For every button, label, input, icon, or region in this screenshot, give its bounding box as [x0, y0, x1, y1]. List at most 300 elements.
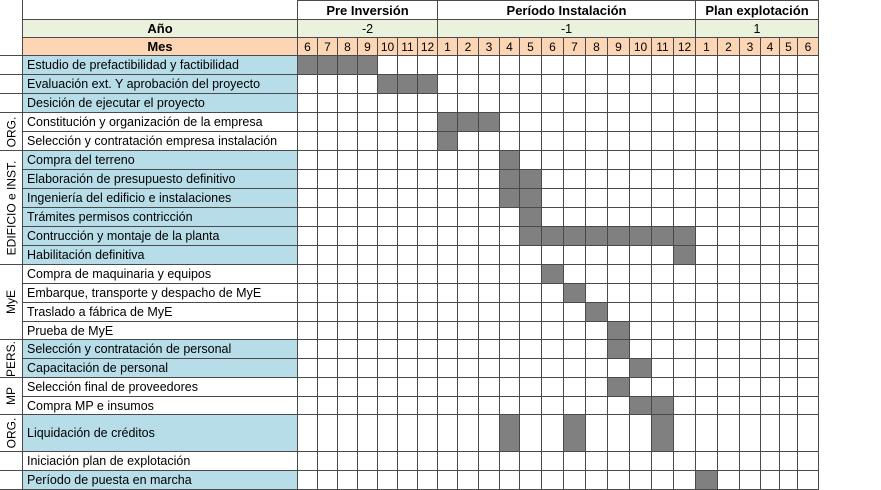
gantt-cell [358, 170, 378, 189]
gantt-bar-cell [652, 397, 674, 415]
gantt-cell [798, 378, 819, 397]
group-label [0, 340, 23, 378]
gantt-cell [438, 208, 458, 227]
gantt-cell [520, 75, 542, 94]
gantt-cell [358, 340, 378, 359]
gantt-cell [458, 265, 479, 284]
gantt-cell [652, 471, 674, 490]
gantt-cell [798, 170, 819, 189]
gantt-cell [586, 208, 608, 227]
gantt-cell [318, 246, 338, 265]
gantt-bar-cell [458, 113, 479, 132]
gantt-cell [780, 340, 798, 359]
group-label-text: ORG. [4, 116, 19, 147]
gantt-cell [630, 265, 652, 284]
gantt-cell [586, 246, 608, 265]
gantt-cell [630, 170, 652, 189]
gantt-cell [318, 303, 338, 322]
gantt-cell [761, 75, 780, 94]
gantt-cell [500, 132, 520, 151]
gantt-cell [586, 56, 608, 75]
gantt-cell [740, 170, 761, 189]
gantt-cell [358, 322, 378, 340]
task-label: Período de puesta en marcha [23, 471, 298, 490]
gantt-bar-cell [338, 56, 358, 75]
gantt-cell [298, 397, 318, 415]
gantt-cell [378, 378, 398, 397]
gantt-cell [542, 56, 564, 75]
gantt-cell [780, 132, 798, 151]
gantt-cell [798, 132, 819, 151]
gantt-cell [586, 113, 608, 132]
gantt-cell [418, 56, 438, 75]
gantt-cell [674, 471, 696, 490]
gantt-cell [318, 415, 338, 452]
gantt-cell [780, 265, 798, 284]
gantt-cell [780, 471, 798, 490]
gantt-bar-cell [500, 189, 520, 208]
gantt-cell [418, 471, 438, 490]
gantt-cell [586, 452, 608, 471]
gantt-cell [338, 113, 358, 132]
gantt-cell [780, 378, 798, 397]
gantt-cell [542, 471, 564, 490]
gantt-cell [338, 151, 358, 170]
gantt-cell [479, 208, 500, 227]
gantt-cell [718, 75, 740, 94]
gantt-cell [740, 359, 761, 378]
gantt-cell [718, 132, 740, 151]
gantt-cell [500, 359, 520, 378]
gantt-cell [318, 151, 338, 170]
gantt-cell [458, 340, 479, 359]
gantt-cell [298, 75, 318, 94]
gantt-cell [780, 94, 798, 113]
gantt-cell [608, 94, 630, 113]
gantt-cell [398, 246, 418, 265]
gantt-cell [542, 170, 564, 189]
gantt-bar-cell [298, 56, 318, 75]
gantt-cell [740, 151, 761, 170]
gantt-cell [398, 378, 418, 397]
task-label: Evaluación ext. Y aprobación del proyecto [23, 75, 298, 94]
gantt-cell [418, 132, 438, 151]
gantt-cell [652, 94, 674, 113]
task-label: Capacitación de personal [23, 359, 298, 378]
gantt-cell [608, 397, 630, 415]
gantt-cell [696, 56, 718, 75]
month-number: 12 [674, 38, 696, 56]
gantt-cell [378, 246, 398, 265]
gantt-cell [418, 303, 438, 322]
task-label: Ingeniería del edificio e instalaciones [23, 189, 298, 208]
gantt-cell [479, 322, 500, 340]
gantt-cell [652, 378, 674, 397]
gantt-cell [378, 452, 398, 471]
gantt-cell [564, 208, 586, 227]
gantt-cell [458, 151, 479, 170]
gantt-cell [318, 359, 338, 378]
gantt-cell [358, 378, 378, 397]
gantt-cell [318, 322, 338, 340]
gantt-cell [608, 75, 630, 94]
gantt-bar-cell [520, 208, 542, 227]
gantt-cell [338, 246, 358, 265]
gantt-cell [458, 246, 479, 265]
gantt-cell [438, 471, 458, 490]
gantt-cell [718, 471, 740, 490]
gantt-cell [398, 265, 418, 284]
gantt-cell [652, 284, 674, 303]
gantt-cell [564, 151, 586, 170]
group-label-text: MP [4, 387, 18, 405]
gantt-cell [438, 170, 458, 189]
gantt-cell [479, 303, 500, 322]
gantt-cell [630, 208, 652, 227]
gantt-cell [564, 75, 586, 94]
gantt-cell [740, 132, 761, 151]
gantt-cell [564, 56, 586, 75]
gantt-bar-cell [542, 227, 564, 246]
month-number: 3 [740, 38, 761, 56]
gantt-cell [542, 113, 564, 132]
gantt-bar-cell [630, 397, 652, 415]
gantt-cell [586, 415, 608, 452]
gantt-cell [338, 303, 358, 322]
gantt-cell [674, 94, 696, 113]
task-label: Selección y contratación de personal [23, 340, 298, 359]
gantt-cell [761, 208, 780, 227]
gantt-cell [718, 322, 740, 340]
gantt-cell [740, 378, 761, 397]
gantt-cell [479, 189, 500, 208]
gantt-cell [674, 170, 696, 189]
gantt-cell [458, 359, 479, 378]
gantt-cell [338, 378, 358, 397]
gantt-cell [418, 170, 438, 189]
gantt-cell [298, 415, 318, 452]
gantt-cell [798, 113, 819, 132]
gantt-cell [520, 452, 542, 471]
gantt-cell [718, 56, 740, 75]
month-number: 10 [378, 38, 398, 56]
group-label [0, 265, 23, 340]
gantt-cell [674, 75, 696, 94]
gantt-bar-cell [500, 415, 520, 452]
gantt-cell [780, 246, 798, 265]
period-header: Plan explotación [696, 0, 819, 20]
gantt-cell [520, 132, 542, 151]
gantt-cell [608, 132, 630, 151]
gantt-cell [780, 303, 798, 322]
gantt-cell [358, 265, 378, 284]
gantt-cell [318, 397, 338, 415]
gantt-cell [500, 452, 520, 471]
gantt-cell [479, 265, 500, 284]
gantt-cell [798, 359, 819, 378]
gantt-cell [479, 284, 500, 303]
gantt-cell [780, 284, 798, 303]
month-number: 5 [780, 38, 798, 56]
gantt-cell [564, 378, 586, 397]
group-label-text: ORG. [4, 417, 19, 449]
gantt-cell [358, 303, 378, 322]
gantt-cell [740, 397, 761, 415]
gantt-cell [652, 208, 674, 227]
gantt-cell [630, 284, 652, 303]
gantt-cell [740, 189, 761, 208]
gantt-cell [298, 113, 318, 132]
gantt-cell [398, 340, 418, 359]
gantt-cell [298, 340, 318, 359]
gantt-cell [696, 246, 718, 265]
gantt-cell [358, 397, 378, 415]
gantt-cell [500, 397, 520, 415]
gantt-cell [718, 208, 740, 227]
gantt-cell [479, 397, 500, 415]
gantt-cell [630, 151, 652, 170]
gantt-cell [458, 322, 479, 340]
gantt-cell [298, 452, 318, 471]
gantt-cell [674, 189, 696, 208]
gantt-cell [761, 322, 780, 340]
gantt-cell [780, 189, 798, 208]
gantt-cell [479, 151, 500, 170]
gantt-cell [542, 303, 564, 322]
gantt-cell [398, 113, 418, 132]
gantt-cell [438, 284, 458, 303]
gantt-cell [696, 322, 718, 340]
gantt-cell [564, 170, 586, 189]
gantt-cell [458, 170, 479, 189]
gantt-bar-cell [500, 170, 520, 189]
gantt-cell [458, 471, 479, 490]
gantt-cell [674, 151, 696, 170]
gantt-cell [740, 208, 761, 227]
gantt-cell [798, 265, 819, 284]
task-label: Traslado a fábrica de MyE [23, 303, 298, 322]
gantt-cell [358, 359, 378, 378]
gantt-cell [398, 208, 418, 227]
gantt-cell [338, 452, 358, 471]
gantt-cell [740, 340, 761, 359]
gantt-cell [438, 151, 458, 170]
gantt-cell [798, 471, 819, 490]
group-label [0, 113, 23, 151]
gantt-cell [378, 189, 398, 208]
gantt-cell [696, 284, 718, 303]
gantt-cell [652, 359, 674, 378]
gantt-cell [520, 151, 542, 170]
group-label-text: MyE [4, 290, 18, 314]
gantt-cell [652, 56, 674, 75]
gantt-cell [378, 471, 398, 490]
gantt-cell [564, 471, 586, 490]
gantt-cell [398, 397, 418, 415]
gantt-cell [418, 208, 438, 227]
gantt-cell [520, 397, 542, 415]
gantt-cell [652, 322, 674, 340]
gantt-cell [418, 189, 438, 208]
gantt-cell [586, 397, 608, 415]
gantt-cell [378, 170, 398, 189]
gantt-cell [740, 265, 761, 284]
gantt-cell [438, 75, 458, 94]
gantt-cell [298, 246, 318, 265]
gantt-cell [630, 452, 652, 471]
group-blank-cell [0, 452, 23, 471]
gantt-cell [798, 208, 819, 227]
gantt-cell [338, 340, 358, 359]
gantt-cell [418, 322, 438, 340]
gantt-cell [479, 452, 500, 471]
gantt-cell [458, 227, 479, 246]
gantt-cell [718, 113, 740, 132]
gantt-cell [798, 94, 819, 113]
gantt-cell [398, 132, 418, 151]
gantt-cell [761, 340, 780, 359]
gantt-cell [479, 94, 500, 113]
gantt-cell [398, 322, 418, 340]
gantt-cell [652, 151, 674, 170]
gantt-cell [338, 265, 358, 284]
period-header: Pre Inversión [298, 0, 438, 20]
gantt-cell [564, 452, 586, 471]
gantt-cell [398, 471, 418, 490]
gantt-cell [608, 303, 630, 322]
gantt-cell [338, 208, 358, 227]
gantt-cell [542, 452, 564, 471]
gantt-cell [458, 397, 479, 415]
gantt-cell [740, 284, 761, 303]
gantt-cell [398, 359, 418, 378]
gantt-cell [696, 132, 718, 151]
group-label-text: PERS. [4, 340, 19, 377]
gantt-cell [438, 397, 458, 415]
gantt-cell [418, 452, 438, 471]
gantt-cell [479, 246, 500, 265]
gantt-bar-cell [674, 227, 696, 246]
gantt-cell [298, 170, 318, 189]
gantt-cell [761, 113, 780, 132]
gantt-cell [318, 265, 338, 284]
gantt-cell [418, 397, 438, 415]
gantt-cell [740, 56, 761, 75]
gantt-cell [542, 94, 564, 113]
month-number: 12 [418, 38, 438, 56]
month-number: 3 [479, 38, 500, 56]
group-label-text: EDIFICIO e INST. [4, 160, 18, 255]
gantt-cell [674, 132, 696, 151]
gantt-cell [780, 151, 798, 170]
gantt-cell [674, 359, 696, 378]
group-label [0, 378, 23, 415]
gantt-cell [630, 415, 652, 452]
gantt-cell [358, 94, 378, 113]
gantt-cell [318, 189, 338, 208]
gantt-cell [674, 340, 696, 359]
gantt-cell [674, 208, 696, 227]
gantt-cell [378, 94, 398, 113]
gantt-cell [630, 340, 652, 359]
gantt-cell [318, 208, 338, 227]
gantt-cell [458, 452, 479, 471]
gantt-cell [586, 151, 608, 170]
gantt-cell [696, 75, 718, 94]
gantt-cell [564, 397, 586, 415]
month-number: 9 [358, 38, 378, 56]
gantt-cell [798, 151, 819, 170]
gantt-cell [798, 303, 819, 322]
gantt-cell [378, 303, 398, 322]
gantt-cell [798, 246, 819, 265]
gantt-cell [674, 303, 696, 322]
gantt-cell [378, 227, 398, 246]
gantt-cell [586, 378, 608, 397]
gantt-cell [479, 132, 500, 151]
gantt-cell [718, 303, 740, 322]
task-label: Estudio de prefactibilidad y factibilidad [23, 56, 298, 75]
gantt-cell [696, 208, 718, 227]
gantt-cell [398, 94, 418, 113]
task-label: Iniciación plan de explotación [23, 452, 298, 471]
gantt-cell [674, 56, 696, 75]
gantt-bar-cell [586, 303, 608, 322]
gantt-cell [438, 340, 458, 359]
gantt-cell [318, 378, 338, 397]
gantt-cell [798, 397, 819, 415]
gantt-bar-cell [438, 132, 458, 151]
gantt-cell [696, 340, 718, 359]
gantt-cell [608, 284, 630, 303]
gantt-cell [696, 378, 718, 397]
gantt-cell [298, 303, 318, 322]
gantt-cell [418, 94, 438, 113]
gantt-cell [608, 170, 630, 189]
gantt-bar-cell [500, 151, 520, 170]
gantt-cell [298, 94, 318, 113]
gantt-cell [479, 170, 500, 189]
month-number: 8 [338, 38, 358, 56]
gantt-cell [298, 227, 318, 246]
gantt-cell [378, 151, 398, 170]
gantt-cell [318, 284, 338, 303]
gantt-cell [740, 471, 761, 490]
gantt-cell [398, 56, 418, 75]
gantt-cell [378, 284, 398, 303]
month-number: 9 [608, 38, 630, 56]
month-number: 2 [718, 38, 740, 56]
gantt-cell [652, 113, 674, 132]
gantt-cell [520, 94, 542, 113]
task-label: Compra de maquinaria y equipos [23, 265, 298, 284]
gantt-cell [586, 265, 608, 284]
gantt-bar-cell [378, 75, 398, 94]
gantt-cell [652, 452, 674, 471]
gantt-cell [438, 359, 458, 378]
gantt-cell [761, 170, 780, 189]
gantt-cell [608, 189, 630, 208]
gantt-cell [500, 208, 520, 227]
gantt-cell [520, 284, 542, 303]
gantt-cell [718, 452, 740, 471]
gantt-cell [358, 208, 378, 227]
gantt-cell [542, 246, 564, 265]
gantt-cell [438, 246, 458, 265]
gantt-cell [438, 452, 458, 471]
gantt-cell [479, 75, 500, 94]
gantt-cell [542, 378, 564, 397]
